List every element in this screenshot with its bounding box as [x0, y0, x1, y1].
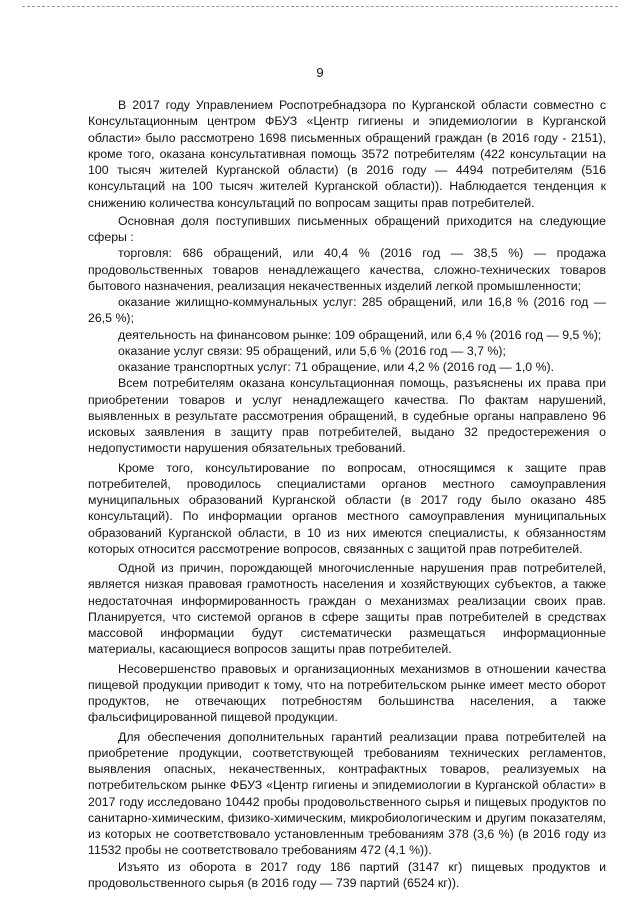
scan-top-edge	[22, 6, 618, 7]
paragraph-consultations-summary: В 2017 году Управлением Роспотребнадзора по Курганской области совместно с Консультационным центром ФБУЗ «Центр гигиены и эпидемиологии в Курганской области» было рассмотрено 1698 письменных обращений граждан (в 2016 году - 2151), кроме того, оказана консультативная помощь 3572 потребителям (422 консультации на 100 тысяч жителей Курганской области) (в 2016 году — 4494 потребителям (516 консультаций на 100 тысяч жителей Курганской области)). Наблюдается тенденция к снижению количества консультаций по вопросам защиты прав потребителей.	[88, 98, 606, 210]
paragraph-main-spheres: Основная доля поступивших письменных обращений приходится на следующие сферы :	[88, 213, 606, 244]
list-item-housing-services: оказание жилищно-коммунальных услуг: 285 обращений, или 16,8 % (2016 год — 26,5 %);	[88, 295, 606, 326]
document-body	[88, 97, 606, 891]
list-item-financial-market: деятельность на финансовом рынке: 109 обращений, или 6,4 % (2016 год — 9,5 %);	[118, 327, 602, 342]
paragraph-food-quality: Несовершенство правовых и организационных механизмов в отношении качества пищевой продукции приводит к тому, что на потребительском рынке имеет место оборот продуктов, не отвечающих потребностям большинства населения, а также фальсифицированной пищевой продукции.	[88, 661, 606, 725]
list-item-transport-services: оказание транспортных услуг: 71 обращение, или 4,2 % (2016 год — 1,0 %).	[118, 360, 555, 374]
paragraph-local-government: Кроме того, консультирование по вопросам, относящимся к защите прав потребителей, проводилось специалистами органов местного самоуправления муниципальных образований Курганской области (в 2017 году было оказано 485 консультаций). По информации органов местного самоуправления муниципальных образований Курганской области, в 10 из них имеются специалисты, к обязанностям которых относится рассмотрение вопросов, связанных с защитой прав потребителей.	[88, 460, 606, 556]
paragraph-legal-literacy: Одной из причин, порождающей многочисленные нарушения прав потребителей, является низкая правовая грамотность населения и хозяйствующих субъектов, а также недостаточная информированность граждан о механизмах реализации своих прав. Планируется, что системой органов в сфере защиты прав потребителей в средствах массовой информации будут систематически размещаться информационные материалы, касающиеся вопросов защиты прав потребителей.	[88, 561, 606, 657]
paragraph-laboratory-tests: Для обеспечения дополнительных гарантий реализации права потребителей на приобретение продукции, соответствующей требованиям технических регламентов, выявления опасных, некачественных, контрафактных товаров, реализуемых на потребительском рынке ФБУЗ «Центр гигиены и эпидемиологии в Курганской области» в 2017 году исследовано 10442 пробы продовольственного сырья и пищевых продуктов по санитарно-химическим, физико-химическим, микробиологическим и другим показателям, из которых не соответствовало установленным требованиям 378 (3,6 %) (в 2016 году из 11532 пробы не соответствовало требованиям 472 (4,1 %)).	[88, 729, 606, 858]
list-item-trade: торговля: 686 обращений, или 40,4 % (2016 год — 38,5 %) — продажа продовольственных товаров ненадлежащего качества, сложно-технических товаров бытового назначения, реализация некачественных изделий легкой промышленности;	[88, 246, 606, 293]
paragraph-consultation-help: Всем потребителям оказана консультационная помощь, разъяснены их права при приобретении товаров и услуг ненадлежащего качества. По фактам нарушений, выявленных в результате рассмотрения обращений, в судебные органы направлено 96 исковых заявления в защиту прав потребителей, выдано 32 предостережения о недопустимости нарушения обязательных требований.	[88, 376, 606, 456]
list-item-communication-services: оказание услуг связи: 95 обращений, или 5,6 % (2016 год — 3,7 %);	[118, 343, 506, 358]
page-number: 9	[316, 65, 324, 80]
paragraph-withdrawn-products: Изъято из оборота в 2017 году 186 партий (3147 кг) пищевых продуктов и продовольственного сырья (в 2016 году — 739 партий (6524 кг)).	[88, 859, 606, 890]
